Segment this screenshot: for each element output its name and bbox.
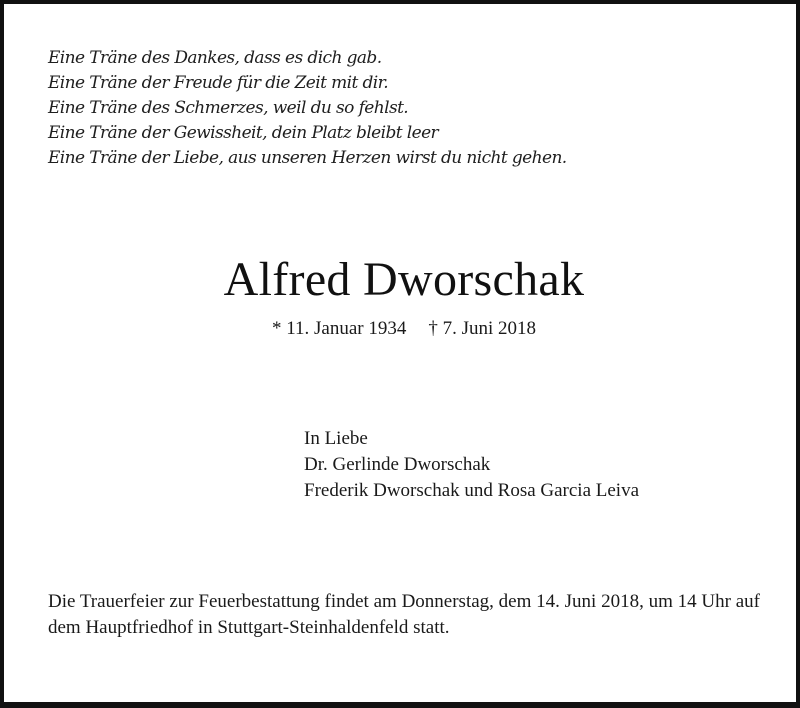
signer-greeting: In Liebe: [304, 428, 368, 449]
life-dates: [4, 316, 800, 342]
funeral-notice: Die Trauerfeier zur Feuerbestattung findet am Donnerstag, dem 14. Juni 2018, um 14 Uhr auf dem Hauptfriedhof in Stuttgart-Steinhaldenfeld statt.: [48, 591, 760, 638]
signers: [304, 426, 784, 504]
poem: [48, 46, 768, 171]
poem-line: Eine Träne des Schmerzes, weil du so fehlst.: [48, 98, 409, 118]
poem-line: Eine Träne des Dankes, dass es dich gab.: [48, 48, 382, 68]
deceased-name: Alfred Dworschak: [223, 253, 585, 306]
poem-line: Eine Träne der Freude für die Zeit mit dir.: [48, 73, 389, 93]
poem-line: Eine Träne der Liebe, aus unseren Herzen wirst du nicht gehen.: [48, 148, 567, 168]
birth-date: * 11. Januar 1934: [271, 318, 407, 339]
signer-name: Dr. Gerlinde Dworschak: [304, 454, 491, 475]
poem-line: Eine Träne der Gewissheit, dein Platz bleibt leer: [48, 123, 439, 143]
signer-name: Frederik Dworschak und Rosa Garcia Leiva: [304, 480, 640, 501]
death-date: † 7. Juni 2018: [428, 318, 537, 339]
